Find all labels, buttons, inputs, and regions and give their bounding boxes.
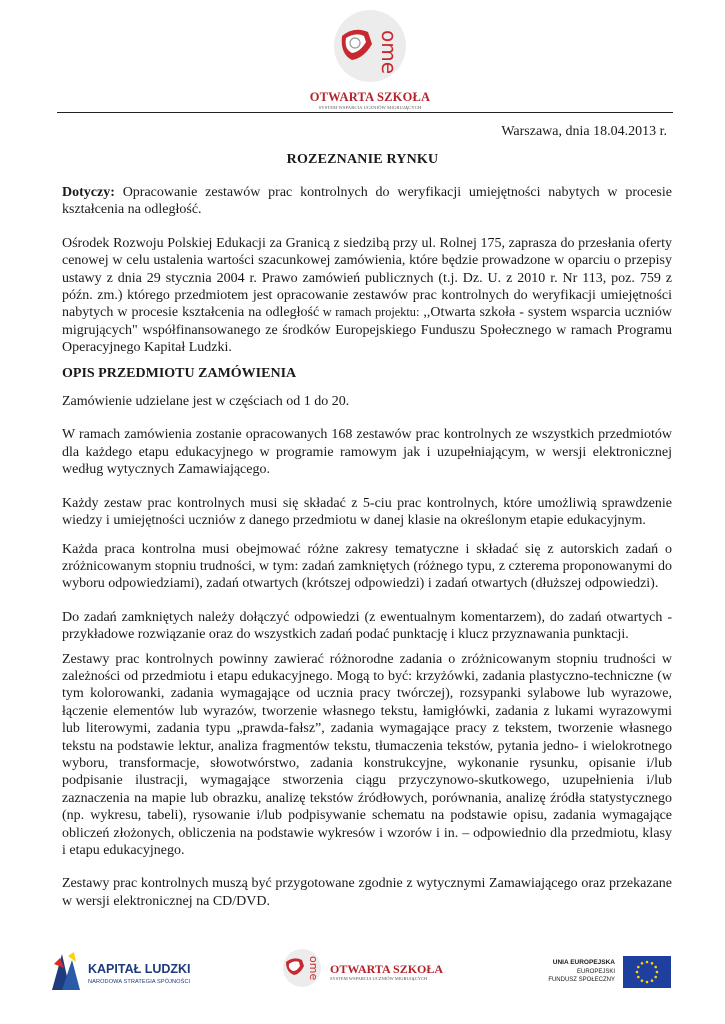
svg-text:ome: ome [307,956,320,981]
paragraph-task-variety: Zestawy prac kontrolnych powinny zawierać różnorodne zadania o zróżnicowanym stopniu trudności w zależności od przedmiotu i etapu edukacyjnego. Mogą to być: krzyżówki, zadania plastyczno-techniczne (w tym kolorowanki, zadania wymagające od ucznia pracy twórczej), rozsypanki sylabowe lub wyrazowe, łączenie elementów lub wyrazów, tworzenie własnego tekstu, łamigłówki, zadania z lukami wyrazowymi lub literowymi, zadania typu „prawda-fałsz”, zadania wymagające pracy z tekstem, tworzenie własnego tekstu na podstawie lektur, analiza fragmentów tekstu, tłumaczenia tekstów, pytania jedno- i wielokrotnego wyboru, transformacje, słowotwórstwo, zadania konstrukcyjne, wykonanie rysunku, opisanie i/lub podpisanie ilustracji, wymagające stworzenia ciągu przyczynowo-skutkowego, uzupełnienia i/lub zaznaczenia na mapie lub obrazku, analizę tekstów źródłowych, porównania, analizę źródła statystycznego (np. wykresu, tabeli), rysowanie i/lub podpisywanie schematu na podstawie opisu, zadania wymagające obliczeń złożonych, obliczenia na podstawie wykresów i wzorów i in. – odpowiednio dla przedmiotu, klasy i etapu edukacyjnego. [62,651,672,858]
kapital-ludzki-subtitle: NARODOWA STRATEGIA SPÓJNOŚCI [88,979,191,985]
paragraph-set-structure: Każdy zestaw prac kontrolnych musi się składać z 5-ciu prac kontrolnych, które umożliwią sprawdzenie wiedzy i umiejętności uczniów z danego przedmiotu w danej klasie na określonym etapie edukacyjnym. [62,495,672,529]
paragraph-parts: Zamówienie udzielane jest w częściach od 1 do 20. [62,394,350,410]
paragraph-task-types: Każda praca kontrolna musi obejmować różne zakresy tematyczne i składać się z autorskich zadań o zróżnicowanym stopniu trudności, w tym: zadań zamkniętych (różnego typu, z czterema proponowanymi do wyboru odpowiedziami), zadań otwartych (krótszej odpowiedzi) i zadań otwartych (dłuższej odpowiedzi). [62,541,672,592]
eu-title: UNIA EUROPEJSKA [552,959,615,966]
eu-flag-icon [623,956,671,988]
header-subtitle: SYSTEM WSPARCIA UCZNIÓW MIGRUJĄCYCH [318,105,422,110]
eu-stars-icon [623,956,671,988]
intro-part1: Ośrodek Rozwoju Polskiej Edukacji za Granicą z siedzibą przy ul. Rolnej 175, zaprasza do przesłania oferty cenowej w celu ustalenia wartości szacunkowej zamówienia, które będzie prowadzone w oparciu o przepisy ustawy z dnia 29 stycznia 2004 r. Prawo zamówień publicznych (t.j. Dz. U. z 2010 r. Nr 113, poz. 759 z późn. zm.) którego przedmiotem jest opracowanie zestawów prac kontrolnych do weryfikacji umiejętności nabytych w procesie kształcenia na odległość [62,235,672,321]
section-title: OPIS PRZEDMIOTU ZAMÓWIENIA [62,365,297,381]
footer-otwarta-szkola-logo [278,946,443,996]
header-title: OTWARTA SZKOŁA [309,90,431,104]
svg-text:ome: ome [377,30,401,75]
header-divider [57,112,673,113]
kapital-ludzki-title: KAPITAŁ LUDZKI [88,962,191,976]
eu-fund-line1: EUROPEJSKI [576,969,615,975]
ome-logo-icon [320,8,420,90]
footer-otwarta-szkola-subtitle: SYSTEM WSPARCIA UCZNIÓW MIGRUJĄCYCH [330,976,428,981]
document-body [62,184,672,910]
paragraph-scope: W ramach zamówienia zostanie opracowanych 168 zestawów prac kontrolnych ze wszystkich przedmiotów dla każdego etapu edukacyjnego w programie ramowym jak i uzupełniającym, w wersji elektronicznej według wytycznych Zamawiającego. [62,427,672,478]
intro-part3: ,,Otwarta szkoła - system wsparcia uczniów migrujących" współfinansowanego ze środków Europejskiego Funduszu Społecznego w ramach Programu Operacyjnego Kapitał Ludzki. [62,305,673,356]
paragraph-delivery: Zestawy prac kontrolnych muszą być przygotowane zgodnie z wytycznymi Zamawiającego oraz przekazane w wersji elektronicznej na CD/DVD. [62,876,672,909]
eu-logo [548,956,673,1002]
regarding-text: Opracowanie zestawów prac kontrolnych do weryfikacji umiejętności nabytych w procesie kształcenia na odległość. [62,185,672,218]
document-heading: ROZEZNANIE RYNKU [286,152,439,167]
regarding-paragraph [62,184,672,219]
eu-fund-name [548,969,615,984]
kapital-ludzki-icon [48,950,84,994]
footer-ome-icon [278,946,326,992]
intro-part2: w ramach projektu: [319,305,420,320]
document-date: Warszawa, dnia 18.04.2013 r. [501,124,667,139]
otwarta-szkola-logo [300,6,440,112]
footer [0,940,725,1024]
eu-fund-line2: FUNDUSZ SPOŁECZNY [548,976,615,983]
intro-paragraph [62,235,672,357]
footer-otwarta-szkola-title: OTWARTA SZKOŁA [330,962,444,976]
paragraph-answers: Do zadań zamkniętych należy dołączyć odpowiedzi (z ewentualnym komentarzem), do zadań otwartych - przykładowe rozwiązanie oraz do wszystkich zadań podać punktację i klucz przyznawania punktacji. [62,609,672,643]
regarding-label: Dotyczy: [62,185,115,200]
kapital-ludzki-logo [48,950,198,998]
